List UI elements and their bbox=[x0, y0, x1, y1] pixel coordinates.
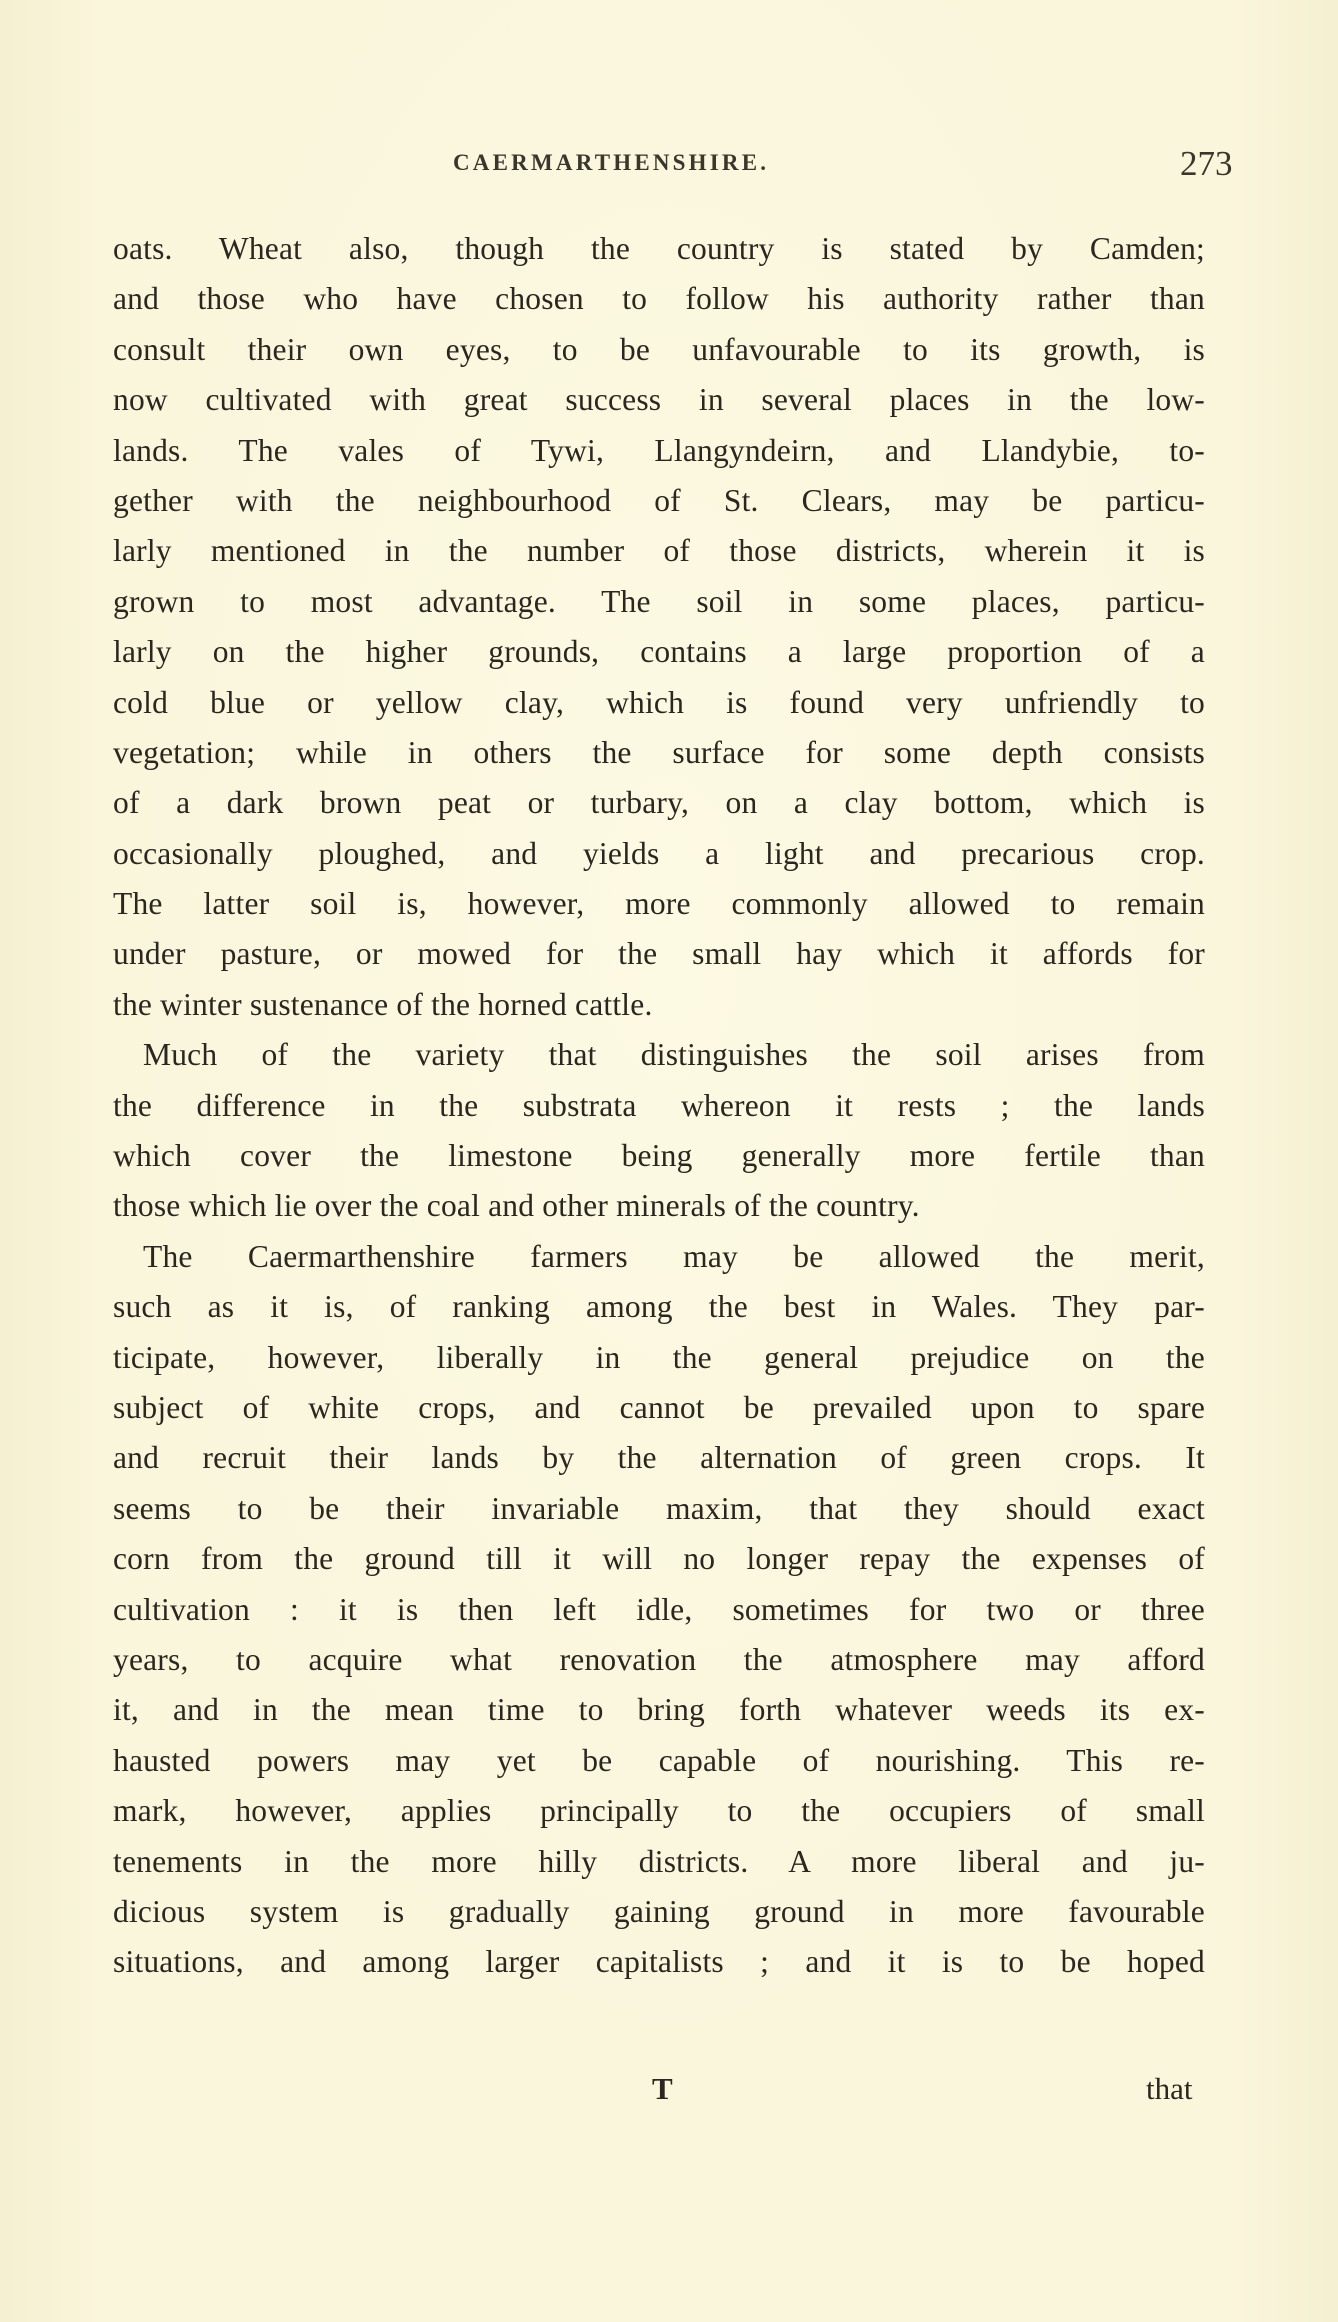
text-line: lands. The vales of Tywi, Llangyndeirn, and Llandybie, to- bbox=[113, 432, 1205, 468]
text-line: corn from the ground till it will no longer repay the expenses of bbox=[113, 1541, 1205, 1577]
text-line: which cover the limestone being generally more fertile than bbox=[113, 1138, 1205, 1174]
text-line: the winter sustenance of the horned cattle. bbox=[113, 986, 653, 1022]
body-text bbox=[113, 224, 1205, 1988]
text-line: those which lie over the coal and other minerals of the country. bbox=[113, 1188, 920, 1224]
running-head bbox=[0, 144, 1338, 190]
text-line: now cultivated with great success in several places in the low- bbox=[113, 382, 1205, 418]
text-line: situations, and among larger capitalists ; and it is to be hoped bbox=[113, 1944, 1205, 1980]
text-line: such as it is, of ranking among the best in Wales. They par- bbox=[113, 1289, 1205, 1325]
text-line: mark, however, applies principally to the occupiers of small bbox=[113, 1793, 1205, 1829]
text-line: cold blue or yellow clay, which is found very unfriendly to bbox=[113, 684, 1205, 720]
text-line: Much of the variety that distinguishes the soil arises from bbox=[143, 1037, 1205, 1073]
text-line: it, and in the mean time to bring forth whatever weeds its ex- bbox=[113, 1692, 1205, 1728]
text-line: occasionally ploughed, and yields a light and precarious crop. bbox=[113, 835, 1205, 871]
text-line: The Caermarthenshire farmers may be allowed the merit, bbox=[143, 1238, 1205, 1274]
text-line: hausted powers may yet be capable of nourishing. This re- bbox=[113, 1742, 1205, 1778]
catchword: that bbox=[1146, 2071, 1193, 2106]
text-line: gether with the neighbourhood of St. Clears, may be particu- bbox=[113, 482, 1205, 518]
text-line: cultivation : it is then left idle, sometimes for two or three bbox=[113, 1591, 1205, 1627]
text-line: tenements in the more hilly districts. A more liberal and ju- bbox=[113, 1843, 1205, 1879]
text-line: larly on the higher grounds, contains a large proportion of a bbox=[113, 634, 1205, 670]
text-line: dicious system is gradually gaining ground in more favourable bbox=[113, 1893, 1205, 1929]
running-title: CAERMARTHENSHIRE. bbox=[453, 150, 770, 175]
page-footer bbox=[0, 2064, 1338, 2114]
text-line: the difference in the substrata whereon it rests ; the lands bbox=[113, 1087, 1205, 1123]
text-line: seems to be their invariable maxim, that they should exact bbox=[113, 1490, 1205, 1526]
text-line: and recruit their lands by the alternation of green crops. It bbox=[113, 1440, 1205, 1476]
text-line: ticipate, however, liberally in the general prejudice on the bbox=[113, 1339, 1205, 1375]
text-line: oats. Wheat also, though the country is stated by Camden; bbox=[113, 231, 1205, 266]
text-line: vegetation; while in others the surface for some depth consists bbox=[113, 734, 1205, 770]
text-line: The latter soil is, however, more commonly allowed to remain bbox=[113, 886, 1205, 922]
text-line: years, to acquire what renovation the atmosphere may afford bbox=[113, 1641, 1205, 1677]
page-number: 273 bbox=[1180, 144, 1233, 183]
text-line: under pasture, or mowed for the small hay which it affords for bbox=[113, 936, 1205, 972]
signature-mark: T bbox=[652, 2071, 673, 2106]
text-line: of a dark brown peat or turbary, on a clay bottom, which is bbox=[113, 785, 1205, 821]
text-line: larly mentioned in the number of those districts, wherein it is bbox=[113, 533, 1205, 569]
text-line: subject of white crops, and cannot be prevailed upon to spare bbox=[113, 1389, 1205, 1425]
text-line: consult their own eyes, to be unfavourable to its growth, is bbox=[113, 331, 1205, 367]
text-line: grown to most advantage. The soil in some places, particu- bbox=[113, 583, 1205, 619]
text-line: and those who have chosen to follow his authority rather than bbox=[113, 281, 1205, 317]
